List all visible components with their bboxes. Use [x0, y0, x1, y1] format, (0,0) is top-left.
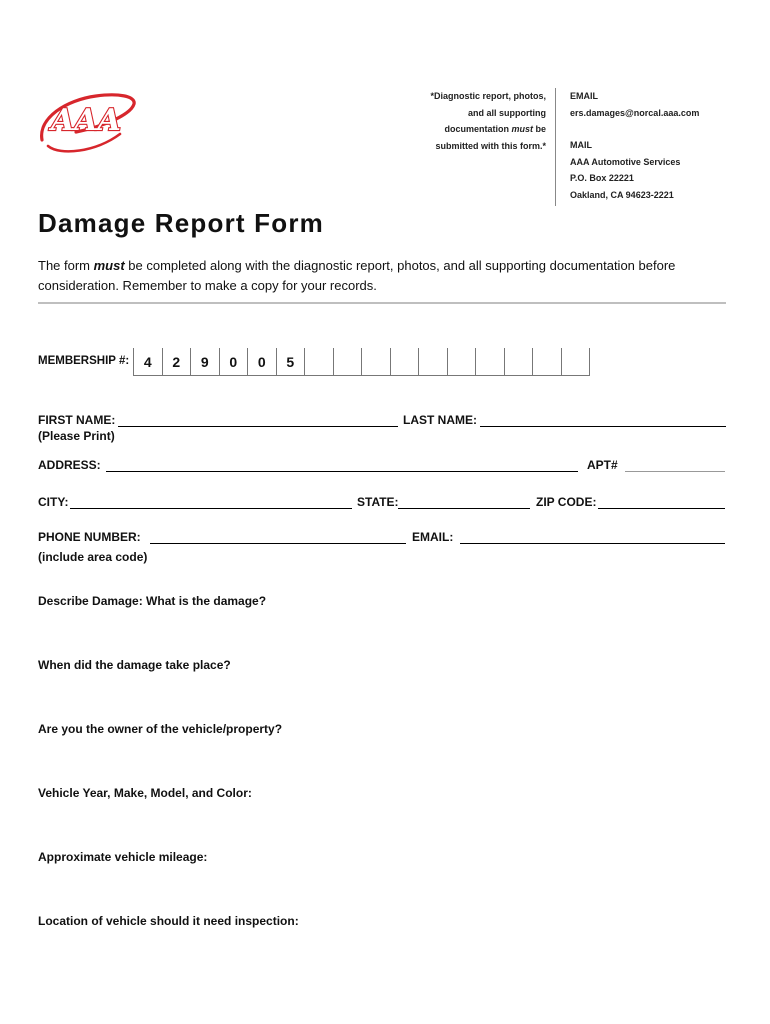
intro-after: be completed along with the diagnostic report, photos, and all supporting documentation before consideration. Remember to make a copy for your records. [38, 258, 676, 293]
note-line: *Diagnostic report, photos, [430, 91, 546, 101]
question-vehicle: Vehicle Year, Make, Model, and Color: [38, 786, 252, 800]
email-address[interactable]: ers.damages@norcal.aaa.com [570, 107, 700, 118]
phone-label: PHONE NUMBER: [38, 530, 141, 544]
note-line [400, 121, 546, 138]
membership-grid[interactable] [133, 348, 590, 376]
email-field-label: EMAIL: [412, 530, 454, 544]
intro-emphasis: must [93, 258, 125, 273]
last-name-field[interactable] [480, 414, 726, 427]
apt-label: APT# [587, 458, 618, 472]
membership-digit[interactable] [362, 348, 391, 376]
email-field[interactable] [460, 531, 725, 544]
question-mileage: Approximate vehicle mileage: [38, 850, 208, 864]
mail-line: Oakland, CA 94623-2221 [570, 189, 674, 200]
membership-digit[interactable]: 2 [163, 348, 192, 376]
aaa-logo [36, 88, 140, 158]
membership-label: MEMBERSHIP #: [38, 355, 130, 367]
zip-label: ZIP CODE: [536, 495, 597, 509]
question-location: Location of vehicle should it need inspection: [38, 914, 299, 928]
mail-line: P.O. Box 22221 [570, 173, 634, 183]
membership-digit[interactable]: 9 [191, 348, 220, 376]
membership-digit[interactable] [419, 348, 448, 376]
intro-before: The form [38, 258, 94, 273]
first-name-field[interactable] [118, 414, 398, 427]
intro-text [38, 256, 738, 296]
question-owner: Are you the owner of the vehicle/property? [38, 722, 283, 736]
state-label: STATE: [357, 495, 399, 509]
contact-info [570, 88, 699, 203]
membership-digit[interactable] [533, 348, 562, 376]
membership-digit[interactable]: 0 [248, 348, 277, 376]
page-title: Damage Report Form [38, 208, 324, 238]
membership-digit[interactable]: 0 [220, 348, 249, 376]
city-label: CITY: [38, 495, 69, 509]
phone-field[interactable] [150, 531, 406, 544]
mail-line: AAA Automotive Services [570, 156, 681, 167]
membership-digit[interactable] [505, 348, 534, 376]
state-field[interactable] [398, 496, 530, 509]
membership-digit[interactable]: 4 [134, 348, 163, 376]
address-field[interactable] [106, 459, 578, 472]
membership-digit[interactable] [391, 348, 420, 376]
city-field[interactable] [70, 496, 352, 509]
section-divider [38, 302, 726, 304]
mail-label: MAIL [570, 140, 592, 150]
apt-field[interactable] [625, 459, 725, 472]
last-name-label: LAST NAME: [403, 413, 477, 427]
note-line-text: documentation must be [444, 124, 546, 134]
question-damage: Describe Damage: What is the damage? [38, 594, 267, 608]
first-name-label: FIRST NAME: [38, 413, 116, 427]
membership-digit[interactable] [448, 348, 477, 376]
email-label: EMAIL [570, 91, 598, 101]
question-date: When did the damage take place? [38, 658, 231, 672]
spacer [570, 121, 699, 137]
note-line: submitted with this form.* [435, 140, 546, 151]
zip-field[interactable] [598, 496, 725, 509]
area-code-hint: (include area code) [38, 550, 148, 564]
note-line: and all supporting [468, 107, 546, 118]
header-divider [555, 88, 556, 206]
address-label: ADDRESS: [38, 458, 101, 472]
logo-text: AAA [51, 103, 121, 138]
please-print-hint: (Please Print) [38, 429, 115, 443]
submission-note [400, 88, 546, 154]
membership-digit[interactable]: 5 [277, 348, 306, 376]
membership-digit[interactable] [305, 348, 334, 376]
membership-digit[interactable] [562, 348, 591, 376]
membership-digit[interactable] [334, 348, 363, 376]
membership-digit[interactable] [476, 348, 505, 376]
